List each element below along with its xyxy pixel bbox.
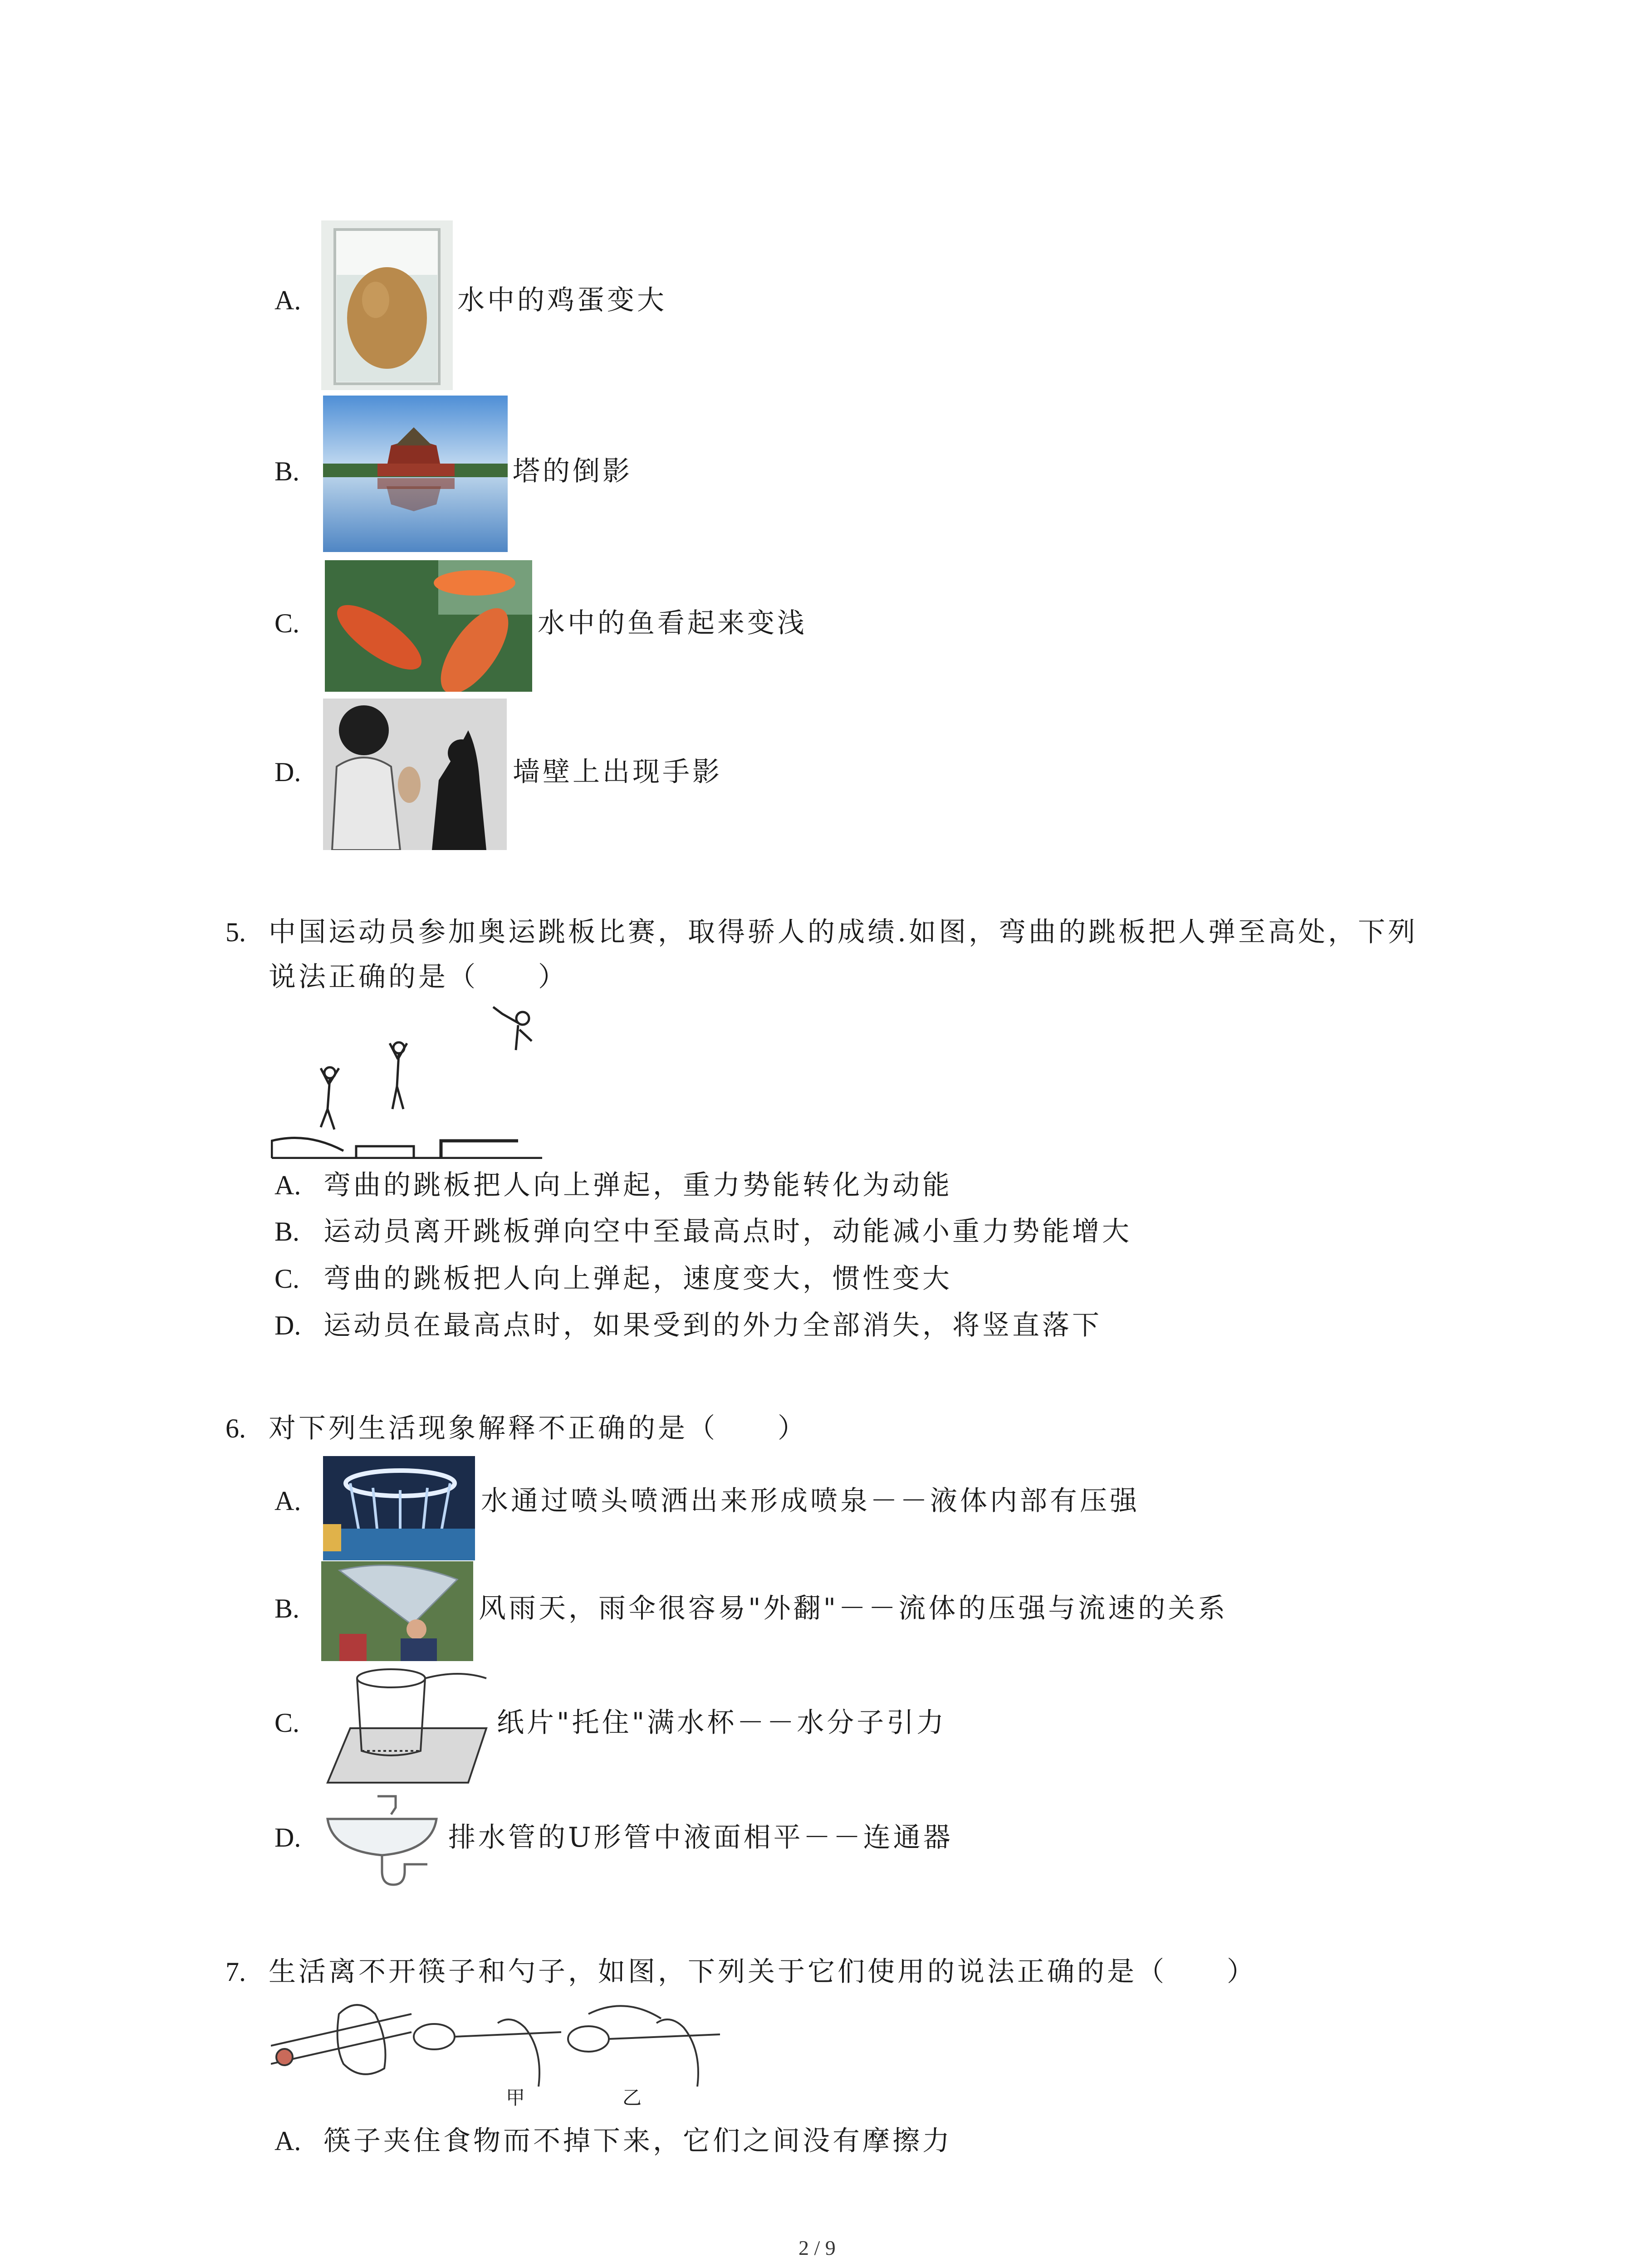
option-text: 排水管的U形管中液面相平－－连通器 [448,1822,953,1853]
fountain-photo [323,1456,475,1560]
question-stem: 生活离不开筷子和勺子，如图，下列关于它们使用的说法正确的是（ ） [269,1956,1257,1988]
figure-label-yi: 乙 [622,2087,642,2109]
option-text: 风雨天，雨伞很容易"外翻"－－流体的压强与流速的关系 [479,1593,1228,1624]
option-label: D. [274,757,301,787]
question-stem: 中国运动员参加奥运跳板比赛，取得骄人的成绩.如图，弯曲的跳板把人弹至高处，下列 [269,916,1418,948]
option-label: C. [274,1264,300,1294]
question-stem: 说法正确的是（ ） [269,961,568,993]
option-text: 运动员离开跳板弹向空中至最高点时，动能减小重力势能增大 [323,1216,1132,1247]
sink-u-pipe-figure [323,1787,446,1892]
option-label: A. [274,1170,301,1200]
option-text: 墙壁上出现手影 [513,756,722,788]
option-text: 筷子夹住食物而不掉下来，它们之间没有摩擦力 [323,2125,952,2157]
tower-reflection-photo [323,396,508,552]
chopsticks-and-spoons-figure [271,1996,734,2087]
option-label: A. [274,1486,301,1516]
option-text: 塔的倒影 [513,455,632,487]
question-stem: 对下列生活现象解释不正确的是（ ） [269,1413,808,1444]
option-label: B. [274,1217,300,1246]
option-label: A. [274,285,301,315]
option-label: C. [274,1708,300,1738]
option-label: A. [274,2126,301,2156]
option-text: 弯曲的跳板把人向上弹起，重力势能转化为动能 [323,1169,952,1201]
option-text: 弯曲的跳板把人向上弹起，速度变大，惯性变大 [323,1263,952,1295]
option-label: B. [274,456,300,486]
option-text: 水中的鸡蛋变大 [457,284,667,316]
hand-shadow-photo [323,699,507,850]
option-label: D. [274,1310,301,1340]
option-label: C. [274,608,300,638]
question-number: 7. [225,1957,246,1987]
option-label: D. [274,1823,301,1853]
option-text: 运动员在最高点时，如果受到的外力全部消失，将竖直落下 [323,1310,1102,1341]
option-text: 水通过喷头喷洒出来形成喷泉－－液体内部有压强 [481,1485,1140,1517]
egg-in-beaker-photo [321,220,453,390]
figure-label-jia: 甲 [506,2087,525,2109]
umbrella-photo [321,1561,473,1661]
diving-board-figure [271,1005,542,1159]
option-label: B. [274,1593,300,1623]
question-number: 5. [225,917,246,947]
page-number: 2 / 9 [798,2236,836,2259]
fish-in-water-photo [325,560,532,692]
option-text: 纸片"托住"满水杯－－水分子引力 [497,1707,947,1739]
paper-holding-water-cup-figure [323,1660,491,1785]
option-text: 水中的鱼看起来变浅 [538,607,807,639]
question-number: 6. [225,1413,246,1443]
